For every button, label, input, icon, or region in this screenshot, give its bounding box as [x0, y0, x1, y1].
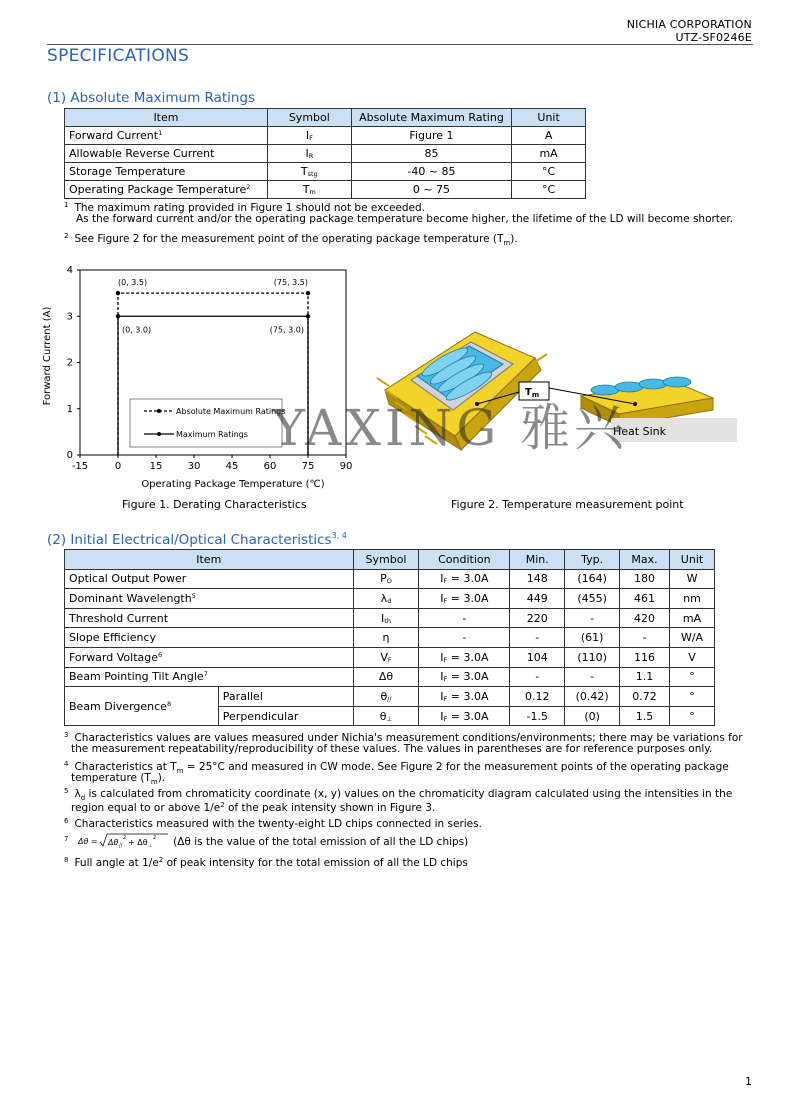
- data-point: [116, 291, 120, 295]
- svg-text:2: 2: [152, 835, 156, 841]
- item-cell: Storage Temperature: [65, 163, 268, 181]
- x-tick-label: 0: [114, 461, 122, 472]
- min-cell: 449: [510, 589, 565, 609]
- unit-cell: °: [670, 667, 715, 687]
- item-cell: Forward Current$^1$: [65, 127, 268, 145]
- table-row: [65, 145, 586, 163]
- condition-cell: $I_F = 3.0A$: [419, 667, 510, 687]
- svg-text:2: 2: [122, 835, 126, 841]
- electrical-optical-table: [64, 549, 715, 726]
- column-header: Unit: [512, 109, 586, 127]
- condition-cell: $I_F = 3.0A$: [419, 589, 510, 609]
- typ-cell: (110): [565, 647, 620, 667]
- svg-text:+ Δθ: + Δθ: [127, 838, 148, 847]
- column-header: Max.: [620, 550, 670, 570]
- page-number: 1: [745, 1075, 752, 1088]
- condition-cell: -: [419, 628, 510, 648]
- x-tick-label: 75: [301, 461, 315, 472]
- max-cell: 420: [620, 608, 670, 628]
- item-cell: Optical Output Power: [65, 569, 354, 589]
- figure1-caption: Figure 1. Derating Characteristics: [122, 498, 307, 511]
- min-cell: -1.5: [510, 706, 565, 726]
- rating-cell: Figure 1: [351, 127, 511, 145]
- table-row: [65, 667, 715, 687]
- sub-item-cell: Parallel: [218, 687, 353, 707]
- table-row: [65, 647, 715, 667]
- svg-text:Δθ: Δθ: [107, 838, 119, 847]
- typ-cell: (0.42): [565, 687, 620, 707]
- x-tick-label: 45: [225, 461, 239, 472]
- condition-cell: -: [419, 608, 510, 628]
- watermark: YAXING 雅兴: [272, 399, 629, 457]
- table-row: [65, 589, 715, 609]
- item-cell: Allowable Reverse Current: [65, 145, 268, 163]
- table-row: [65, 569, 715, 589]
- max-cell: 1.5: [620, 706, 670, 726]
- legend-entry-abs-max: Absolute Maximum Ratings: [176, 407, 286, 416]
- symbol-cell: $\theta_\perp$: [353, 706, 419, 726]
- header-rule: [47, 44, 753, 45]
- max-cell: 461: [620, 589, 670, 609]
- section2-heading: (2) Initial Electrical/Optical Characteristics$^{3, 4}$: [47, 531, 347, 548]
- column-header: Min.: [510, 550, 565, 570]
- delta-theta-formula: [78, 832, 170, 850]
- item-cell: Forward Voltage$^6$: [65, 647, 354, 667]
- item-cell: Operating Package Temperature$^2$: [65, 181, 268, 199]
- data-point: [306, 314, 310, 318]
- condition-cell: $I_F = 3.0A$: [419, 706, 510, 726]
- chart-legend: [130, 399, 285, 447]
- data-point: [116, 314, 120, 318]
- x-tick-label: 60: [263, 461, 277, 472]
- symbol-cell: $T_m$: [267, 181, 351, 199]
- table-row: [65, 181, 586, 199]
- unit-cell: mA: [670, 608, 715, 628]
- y-tick-label: 3: [66, 311, 73, 323]
- heat-sink-label: Heat Sink: [613, 425, 666, 438]
- condition-cell: $I_F = 3.0A$: [419, 569, 510, 589]
- x-axis-label: Operating Package Temperature (℃): [141, 479, 325, 490]
- max-cell: -: [620, 628, 670, 648]
- column-header: Symbol: [267, 109, 351, 127]
- unit-cell: °: [670, 706, 715, 726]
- typ-cell: (455): [565, 589, 620, 609]
- footnote-3: $^3$ Characteristics values are values measured under Nichia's measurement conditions/environments; there may be variations for: [64, 731, 743, 744]
- company-name: NICHIA CORPORATION: [626, 18, 752, 31]
- max-cell: 116: [620, 647, 670, 667]
- legend-entry-max: Maximum Ratings: [176, 430, 248, 439]
- symbol-cell: $\theta_{//}$: [353, 687, 419, 707]
- x-tick-label: 30: [187, 461, 201, 472]
- min-cell: -: [510, 628, 565, 648]
- symbol-cell: η: [353, 628, 419, 648]
- min-cell: 0.12: [510, 687, 565, 707]
- rating-cell: -40 ~ 85: [351, 163, 511, 181]
- x-tick-label: 15: [149, 461, 163, 472]
- symbol-cell: $T_{stg}$: [267, 163, 351, 181]
- unit-cell: W: [670, 569, 715, 589]
- column-header: Symbol: [353, 550, 419, 570]
- symbol-cell: $I_R$: [267, 145, 351, 163]
- unit-cell: °C: [512, 163, 586, 181]
- y-tick-label: 2: [66, 357, 73, 369]
- column-header: Item: [65, 109, 268, 127]
- condition-cell: $I_F = 3.0A$: [419, 647, 510, 667]
- svg-text:Δθ =: Δθ =: [77, 837, 98, 846]
- footnote-2: $^2$ See Figure 2 for the measurement point of the operating package temperature $(T_m)$.: [64, 232, 518, 248]
- item-cell: Beam Divergence$^8$: [65, 687, 219, 726]
- typ-cell: -: [565, 667, 620, 687]
- min-cell: -: [510, 667, 565, 687]
- symbol-cell: $\lambda_d$: [353, 589, 419, 609]
- data-point: [306, 291, 310, 295]
- point-annotation: (75, 3.5): [273, 278, 308, 288]
- unit-cell: W/A: [670, 628, 715, 648]
- max-cell: 0.72: [620, 687, 670, 707]
- footnote-5-cont: region equal to or above $1/e^2$ of the peak intensity shown in Figure 3.: [71, 801, 436, 814]
- point-annotation: (75, 3.0): [269, 325, 304, 335]
- footnote-4-cont: temperature $(T_m)$.: [71, 772, 166, 787]
- x-tick-label: 90: [339, 461, 353, 472]
- table-row: [65, 163, 586, 181]
- document-code: UTZ-SF0246E: [675, 31, 752, 44]
- y-tick-label: 1: [66, 403, 73, 415]
- column-header: Item: [65, 550, 354, 570]
- typ-cell: -: [565, 608, 620, 628]
- x-tick-label: -15: [71, 461, 89, 472]
- absolute-max-ratings-table: [64, 108, 586, 199]
- item-cell: Beam Pointing Tilt Angle$^7$: [65, 667, 354, 687]
- unit-cell: nm: [670, 589, 715, 609]
- min-cell: 220: [510, 608, 565, 628]
- unit-cell: °C: [512, 181, 586, 199]
- table-row: [65, 628, 715, 648]
- section1-heading: (1) Absolute Maximum Ratings: [47, 90, 256, 106]
- symbol-cell: $V_F$: [353, 647, 419, 667]
- page-title: SPECIFICATIONS: [47, 46, 190, 66]
- y-tick-label: 0: [66, 450, 73, 461]
- symbol-cell: $I_{th}$: [353, 608, 419, 628]
- item-cell: Threshold Current: [65, 608, 354, 628]
- figure2-caption: Figure 2. Temperature measurement point: [451, 498, 684, 511]
- item-cell: Slope Efficiency: [65, 628, 354, 648]
- sub-item-cell: Perpendicular: [218, 706, 353, 726]
- table-row: [65, 687, 715, 707]
- svg-text:Tm: $T_m$: [525, 387, 540, 399]
- footnote-1-cont: As the forward current and/or the operating package temperature become higher, the lifetime of the LD will become shorter.: [76, 213, 734, 225]
- unit-cell: V: [670, 647, 715, 667]
- min-cell: 148: [510, 569, 565, 589]
- typ-cell: (0): [565, 706, 620, 726]
- typ-cell: (61): [565, 628, 620, 648]
- column-header: Condition: [419, 550, 510, 570]
- unit-cell: °: [670, 687, 715, 707]
- point-annotation: (0, 3.5): [118, 278, 148, 288]
- footnote-6: $^6$ Characteristics measured with the twenty-eight LD chips connected in series.: [64, 817, 482, 830]
- symbol-cell: $I_F$: [267, 127, 351, 145]
- svg-text:⊥: ⊥: [147, 843, 153, 849]
- typ-cell: (164): [565, 569, 620, 589]
- column-header: Typ.: [565, 550, 620, 570]
- rating-cell: 0 ~ 75: [351, 181, 511, 199]
- table-row: [65, 127, 586, 145]
- point-annotation: (0, 3.0): [122, 325, 152, 335]
- column-header: Unit: [670, 550, 715, 570]
- item-cell: Dominant Wavelength$^5$: [65, 589, 354, 609]
- unit-cell: A: [512, 127, 586, 145]
- unit-cell: mA: [512, 145, 586, 163]
- document-header: [627, 18, 752, 44]
- column-header: Absolute Maximum Rating: [351, 109, 511, 127]
- max-cell: 1.1: [620, 667, 670, 687]
- svg-text://: //: [118, 843, 123, 849]
- symbol-cell: $P_O$: [353, 569, 419, 589]
- y-tick-label: 4: [66, 265, 73, 276]
- footnote-5: $^5$ $\lambda_d$ is calculated from chromaticity coordinate (x, y) values on the chromaticity diagram calculated using the intensities in the: [64, 787, 733, 803]
- footnote-8: $^8$ Full angle at $1/e^2$ of peak intensity for the total emission of all the LD chips: [64, 856, 468, 869]
- max-cell: 180: [620, 569, 670, 589]
- footnote-4: $^4$ Characteristics at $T_m = 25^\circ C$ and measured in CW mode. See Figure 2 for the measurement points of the operating package: [64, 760, 729, 776]
- symbol-cell: Δθ: [353, 667, 419, 687]
- min-cell: 104: [510, 647, 565, 667]
- table-row: [65, 608, 715, 628]
- y-axis-label: Forward Current (A): [42, 306, 53, 406]
- condition-cell: $I_F = 3.0A$: [419, 687, 510, 707]
- rating-cell: 85: [351, 145, 511, 163]
- footnote-1: $^1$ The maximum rating provided in Figure 1 should not be exceeded.: [64, 201, 426, 214]
- footnote-3-cont: the measurement repeatability/reproducibility of these values. The values in parentheses are for reference purposes only.: [71, 743, 713, 755]
- footnote-7: $^7$ Δθ = Δθ // 2 + Δθ ⊥ 2 (Δθ is the value of the total emission of all the LD chips): [64, 832, 468, 852]
